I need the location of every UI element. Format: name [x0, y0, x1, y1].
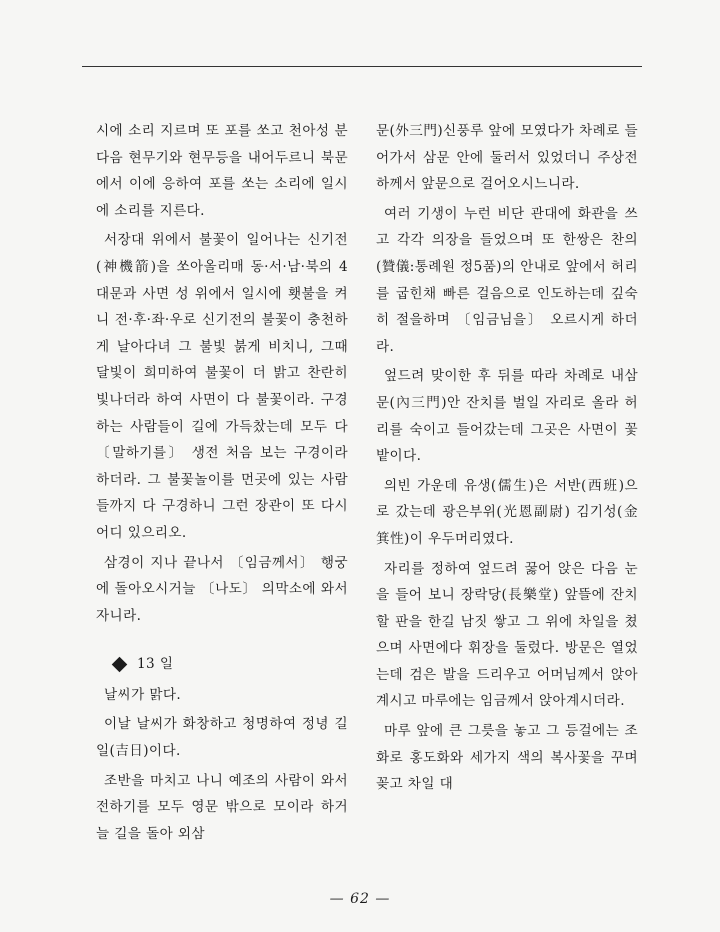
- right-column: [376, 118, 638, 801]
- day-heading: [96, 651, 348, 678]
- paragraph: 여러 기생이 누런 비단 관대에 화관을 쓰고 각각 의장을 들었으며 또 한쌍은 찬의(贊儀:통례원 정5품)의 안내로 앞에서 허리를 굽힌채 빠른 걸음으로 인도하는데 깊숙히 절을하며 〔임금님을〕 오르시게 하더라.: [376, 205, 638, 355]
- paragraph: 자리를 정하여 엎드려 꿇어 앉은 다음 눈을 들어 보니 장락당(長樂堂) 앞뜰에 잔치할 판을 한길 남짓 쌓고 그 위에 차일을 쳤으며 사면에다 휘장을 둘렀다. 방문은 열었는데 검은 발을 드리우고 어머님께서 앉아계시고 마루에는 임금께서 앉아계시더라.: [376, 560, 638, 710]
- paragraph: 조반을 마치고 나니 예조의 사람이 와서 전하기를 모두 영문 밖으로 모이라 하거늘 길을 돌아 외삼: [96, 772, 348, 842]
- header-rule: [82, 66, 642, 67]
- paragraph: 서장대 위에서 불꽃이 일어나는 신기전(神機箭)을 쏘아올리매 동·서·남·북의 4대문과 사면 성 위에서 일시에 횃불을 켜니 전·후·좌·우로 신기전의 불꽃이 충천하게 날아다녀 그 불빛 붉게 비치니, 그때 달빛이 희미하여 불꽃이 더 밝고 찬란히 빛나더라 하여 사면이 다 불꽃이라. 구경하는 사람들이 길에 가득찼는데 모두 다 〔말하기를〕 생전 처음 보는 구경이라 하더라. 그 불꽃놀이를 먼곳에 있는 사람들까지 다 구경하니 그런 장관이 또 다시 어디 있으리오.: [96, 232, 348, 541]
- paragraph: 마루 앞에 큰 그릇을 놓고 그 등걸에는 조화로 홍도화와 세가지 색의 복사꽃을 꾸며 꽂고 차일 대: [376, 723, 638, 793]
- paragraph: 엎드려 맞이한 후 뒤를 따라 차례로 내삼문(內三門)안 잔치를 벌일 자리로 올라 허리를 숙이고 들어갔는데 그곳은 사면이 꽃밭이다.: [376, 368, 638, 465]
- paragraph: 문(外三門)신풍루 앞에 모였다가 차례로 들어가서 삼문 안에 둘러서 있었더니 주상전하께서 앞문으로 걸어오시느니라.: [376, 123, 638, 193]
- paragraph: 시에 소리 지르며 또 포를 쏘고 천아성 분 다음 현무기와 현무등을 내어두르니 북문에서 이에 응하여 포를 쏘는 소리에 일시에 소리를 지른다.: [96, 123, 348, 219]
- diamond-bullet-icon: [112, 657, 128, 673]
- paragraph: 삼경이 지나 끝나서 〔임금께서〕 행궁에 돌아오시거늘 〔나도〕 의막소에 와서 자니라.: [96, 554, 348, 624]
- left-column: [96, 118, 348, 850]
- paragraph: 의빈 가운데 유생(儒生)은 서반(西班)으로 갔는데 광은부위(光恩副尉) 김기성(金箕性)이 우두머리였다.: [376, 477, 638, 547]
- paragraph: 날씨가 맑다.: [104, 686, 182, 703]
- day-heading-text: 13 일: [137, 656, 174, 673]
- page-number: — 62 —: [329, 891, 391, 907]
- paragraph: 이날 날씨가 화창하고 청명하여 정녕 길일(吉日)이다.: [96, 716, 348, 760]
